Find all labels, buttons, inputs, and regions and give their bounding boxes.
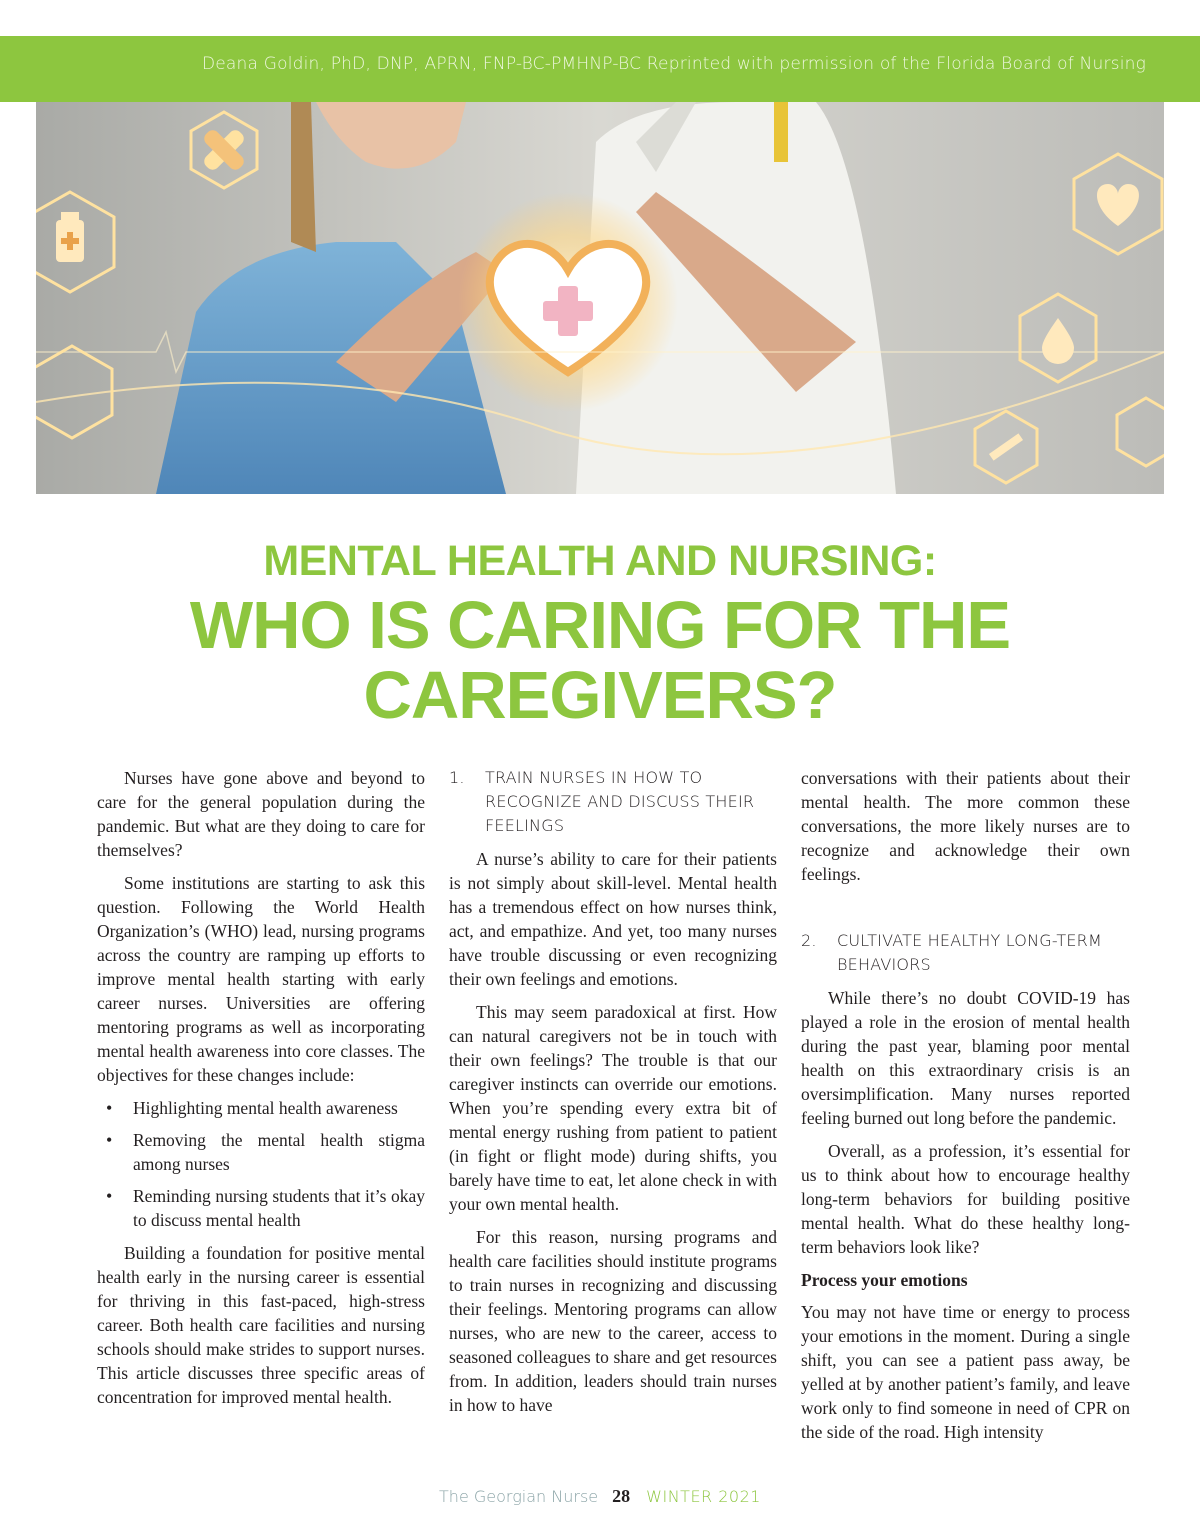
list-item: • Removing the mental health stigma among nurses <box>133 1128 425 1176</box>
paragraph: For this reason, nursing programs and health care facilities should institute programs to train nurses in recognizing and discussing their feelings. Mentoring programs can allow nurses, who are new to the career, access to seasoned colleagues to share and get resources from. In addition, leaders should train nurses in how to have <box>449 1227 777 1415</box>
section-heading-1 <box>449 766 777 838</box>
section-heading-2 <box>801 929 1130 977</box>
column-1 <box>97 766 425 1418</box>
column-3 <box>801 766 1130 1453</box>
section-title: CULTIVATE HEALTHY LONG-TERM BEHAVIORS <box>837 931 1102 974</box>
page-number: 28 <box>612 1486 631 1506</box>
paragraph: Overall, as a profession, it’s essential for us to think about how to encourage healthy long-term behaviors for building positive mental health. What do these healthy long-term behaviors look like? <box>801 1141 1130 1257</box>
section-number: 1. <box>449 768 465 787</box>
subheading: Process your emotions <box>801 1270 968 1290</box>
header-band <box>0 36 1200 102</box>
objectives-list <box>97 1096 425 1232</box>
spacer <box>801 895 1130 929</box>
paragraph: conversations with their patients about their mental health. The more common these conversations, the more likely nurses are to recognize and acknowledge their own feelings. <box>801 768 1130 884</box>
paragraph: This may seem paradoxical at first. How can natural caregivers not be in touch with their own feelings? The trouble is that our caregiver instincts can override our emotions. When you’re spending every extra bit of mental energy rushing from patient to patient (in fight or flight mode) during shifts, you barely have time to eat, let alone check in with your own mental health. <box>449 1002 777 1214</box>
section-title: TRAIN NURSES IN HOW TO RECOGNIZE AND DISCUSS THEIR FEELINGS <box>485 768 755 835</box>
hero-photo <box>36 102 1164 494</box>
magazine-name: The Georgian Nurse <box>439 1487 599 1506</box>
title-block <box>0 535 1200 731</box>
paragraph: While there’s no doubt COVID-19 has played a role in the erosion of mental health during the past year, blaming poor mental health on this extraordinary crisis is an oversimplification. Many nurses reported feeling burned out long before the pandemic. <box>801 988 1130 1128</box>
paragraph: Nurses have gone above and beyond to care for the general population during the pandemic. But what are they doing to care for themselves? <box>97 768 425 860</box>
page-footer <box>0 1486 1200 1507</box>
issue-label: WINTER 2021 <box>646 1487 761 1506</box>
section-number: 2. <box>801 931 817 950</box>
author-byline: Deana Goldin, PhD, DNP, APRN, FNP-BC-PMHNP-BC Reprinted with permission of the Florida Board of Nursing <box>201 54 1146 74</box>
column-2 <box>449 766 777 1426</box>
paragraph: You may not have time or energy to process your emotions in the moment. During a single shift, you can see a patient pass away, be yelled at by another patient’s family, and leave work only to find someone in need of CPR on the side of the road. High intensity <box>801 1302 1130 1442</box>
main-headline: WHO IS CARING FOR THE CAREGIVERS? <box>189 588 1011 733</box>
list-item: • Highlighting mental health awareness <box>133 1096 425 1120</box>
paragraph: Building a foundation for positive mental health early in the nursing career is essential for thriving in this fast-paced, high-stress career. Both health care facilities and nursing schools should make strides to support nurses. This article discusses three specific areas of concentration for improved mental health. <box>97 1243 425 1407</box>
paragraph: Some institutions are starting to ask this question. Following the World Health Organization’s (WHO) lead, nursing programs across the country are ramping up efforts to improve mental health starting with early career nurses. Universities are offering mentoring programs as well as incorporating mental health awareness into core classes. The objectives for these changes include: <box>97 873 425 1085</box>
list-item: • Reminding nursing students that it’s okay to discuss mental health <box>133 1184 425 1232</box>
paragraph: A nurse’s ability to care for their patients is not simply about skill-level. Mental health has a tremendous effect on how nurses think, act, and empathize. And yet, too many nurses have trouble discussing or even recognizing their own feelings and emotions. <box>449 849 777 989</box>
kicker-title: MENTAL HEALTH AND NURSING: <box>263 537 937 585</box>
